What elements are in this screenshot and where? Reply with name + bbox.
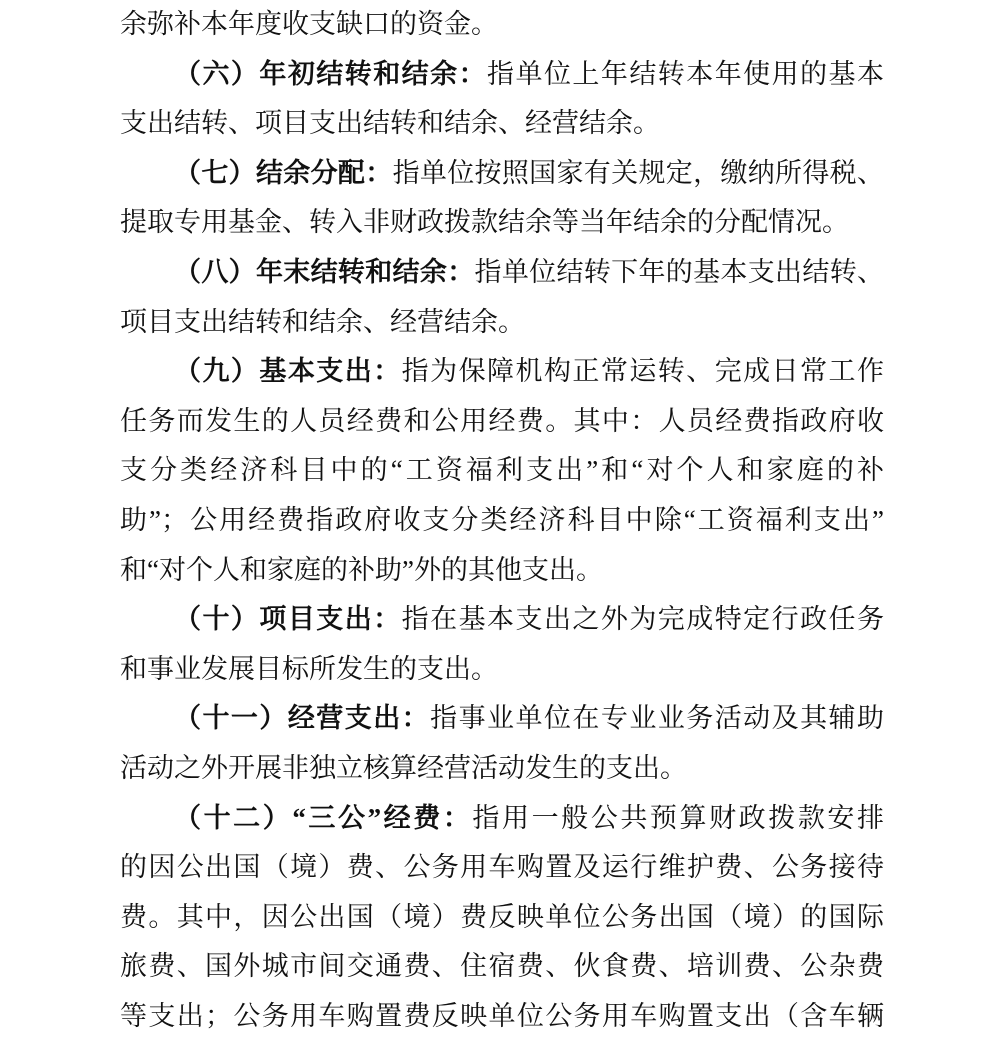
term-label: （十）项目支出：: [174, 604, 402, 635]
line-text: 余弥补本年度收支缺口的资金。: [120, 9, 498, 39]
text-line: [120, 942, 884, 992]
term-label: （九）基本支出：: [174, 356, 402, 387]
text-line: [120, 347, 884, 397]
line-text: 指单位结转下年的基本支出结转、: [474, 256, 884, 287]
term-label: （八）年末结转和结余：: [174, 256, 475, 287]
line-text: 助”；公用经费指政府收支分类经济科目中除“工资福利支出”: [120, 504, 884, 535]
text-line: [120, 794, 884, 844]
text-line: [120, 397, 884, 447]
line-text: 和“对个人和家庭的补助”外的其他支出。: [120, 554, 603, 585]
line-text: 旅费、国外城市间交通费、住宿费、伙食费、培训费、公杂费: [120, 951, 884, 982]
line-text: 指事业单位在专业业务活动及其辅助: [430, 703, 884, 734]
line-text: 任务而发生的人员经费和公用经费。其中：人员经费指政府收: [120, 405, 884, 436]
text-line: [120, 0, 884, 50]
line-text: 项目支出结转和结余、经营结余。: [120, 306, 525, 337]
line-text: 支出结转、项目支出结转和结余、经营结余。: [120, 108, 660, 139]
line-text: 费。其中，因公出国（境）费反映单位公务出国（境）的国际: [120, 901, 884, 932]
term-label: （七）结余分配：: [174, 157, 393, 188]
text-line: [120, 446, 884, 496]
line-text: 提取专用基金、转入非财政拨款结余等当年结余的分配情况。: [120, 207, 849, 238]
line-text: 指用一般公共预算财政拨款安排: [472, 802, 884, 833]
text-line: [120, 298, 884, 348]
line-text: 的因公出国（境）费、公务用车购置及运行维护费、公务接待: [120, 852, 884, 883]
line-text: 支分类经济科目中的“工资福利支出”和“对个人和家庭的补: [120, 455, 884, 486]
line-text: 活动之外开展非独立核算经营活动发生的支出。: [120, 752, 687, 783]
text-line: [120, 893, 884, 943]
line-text: 指为保障机构正常运转、完成日常工作: [401, 356, 884, 387]
text-line: [120, 248, 884, 298]
line-text: 等支出；公务用车购置费反映单位公务用车购置支出（含车辆: [120, 1000, 884, 1031]
text-line: [120, 645, 884, 695]
text-line: [120, 744, 884, 794]
line-text: 指在基本支出之外为完成特定行政任务: [401, 604, 884, 635]
text-line: [120, 546, 884, 596]
line-text: 和事业发展目标所发生的支出。: [120, 653, 498, 684]
text-line: [120, 198, 884, 248]
text-line: [120, 992, 884, 1042]
text-line: [120, 595, 884, 645]
line-text: 指单位上年结转本年使用的基本: [487, 58, 884, 89]
text-line: [120, 496, 884, 546]
text-line: [120, 99, 884, 149]
text-line: [120, 843, 884, 893]
term-label: （十一）经营支出：: [174, 703, 431, 734]
text-line: [120, 149, 884, 199]
document-text-block: [120, 0, 884, 1041]
term-label: （十二）“三公”经费：: [174, 802, 473, 833]
line-text: 指单位按照国家有关规定，缴纳所得税、: [392, 157, 884, 188]
text-line: [120, 50, 884, 100]
text-line: [120, 694, 884, 744]
term-label: （六）年初结转和结余：: [174, 58, 488, 89]
